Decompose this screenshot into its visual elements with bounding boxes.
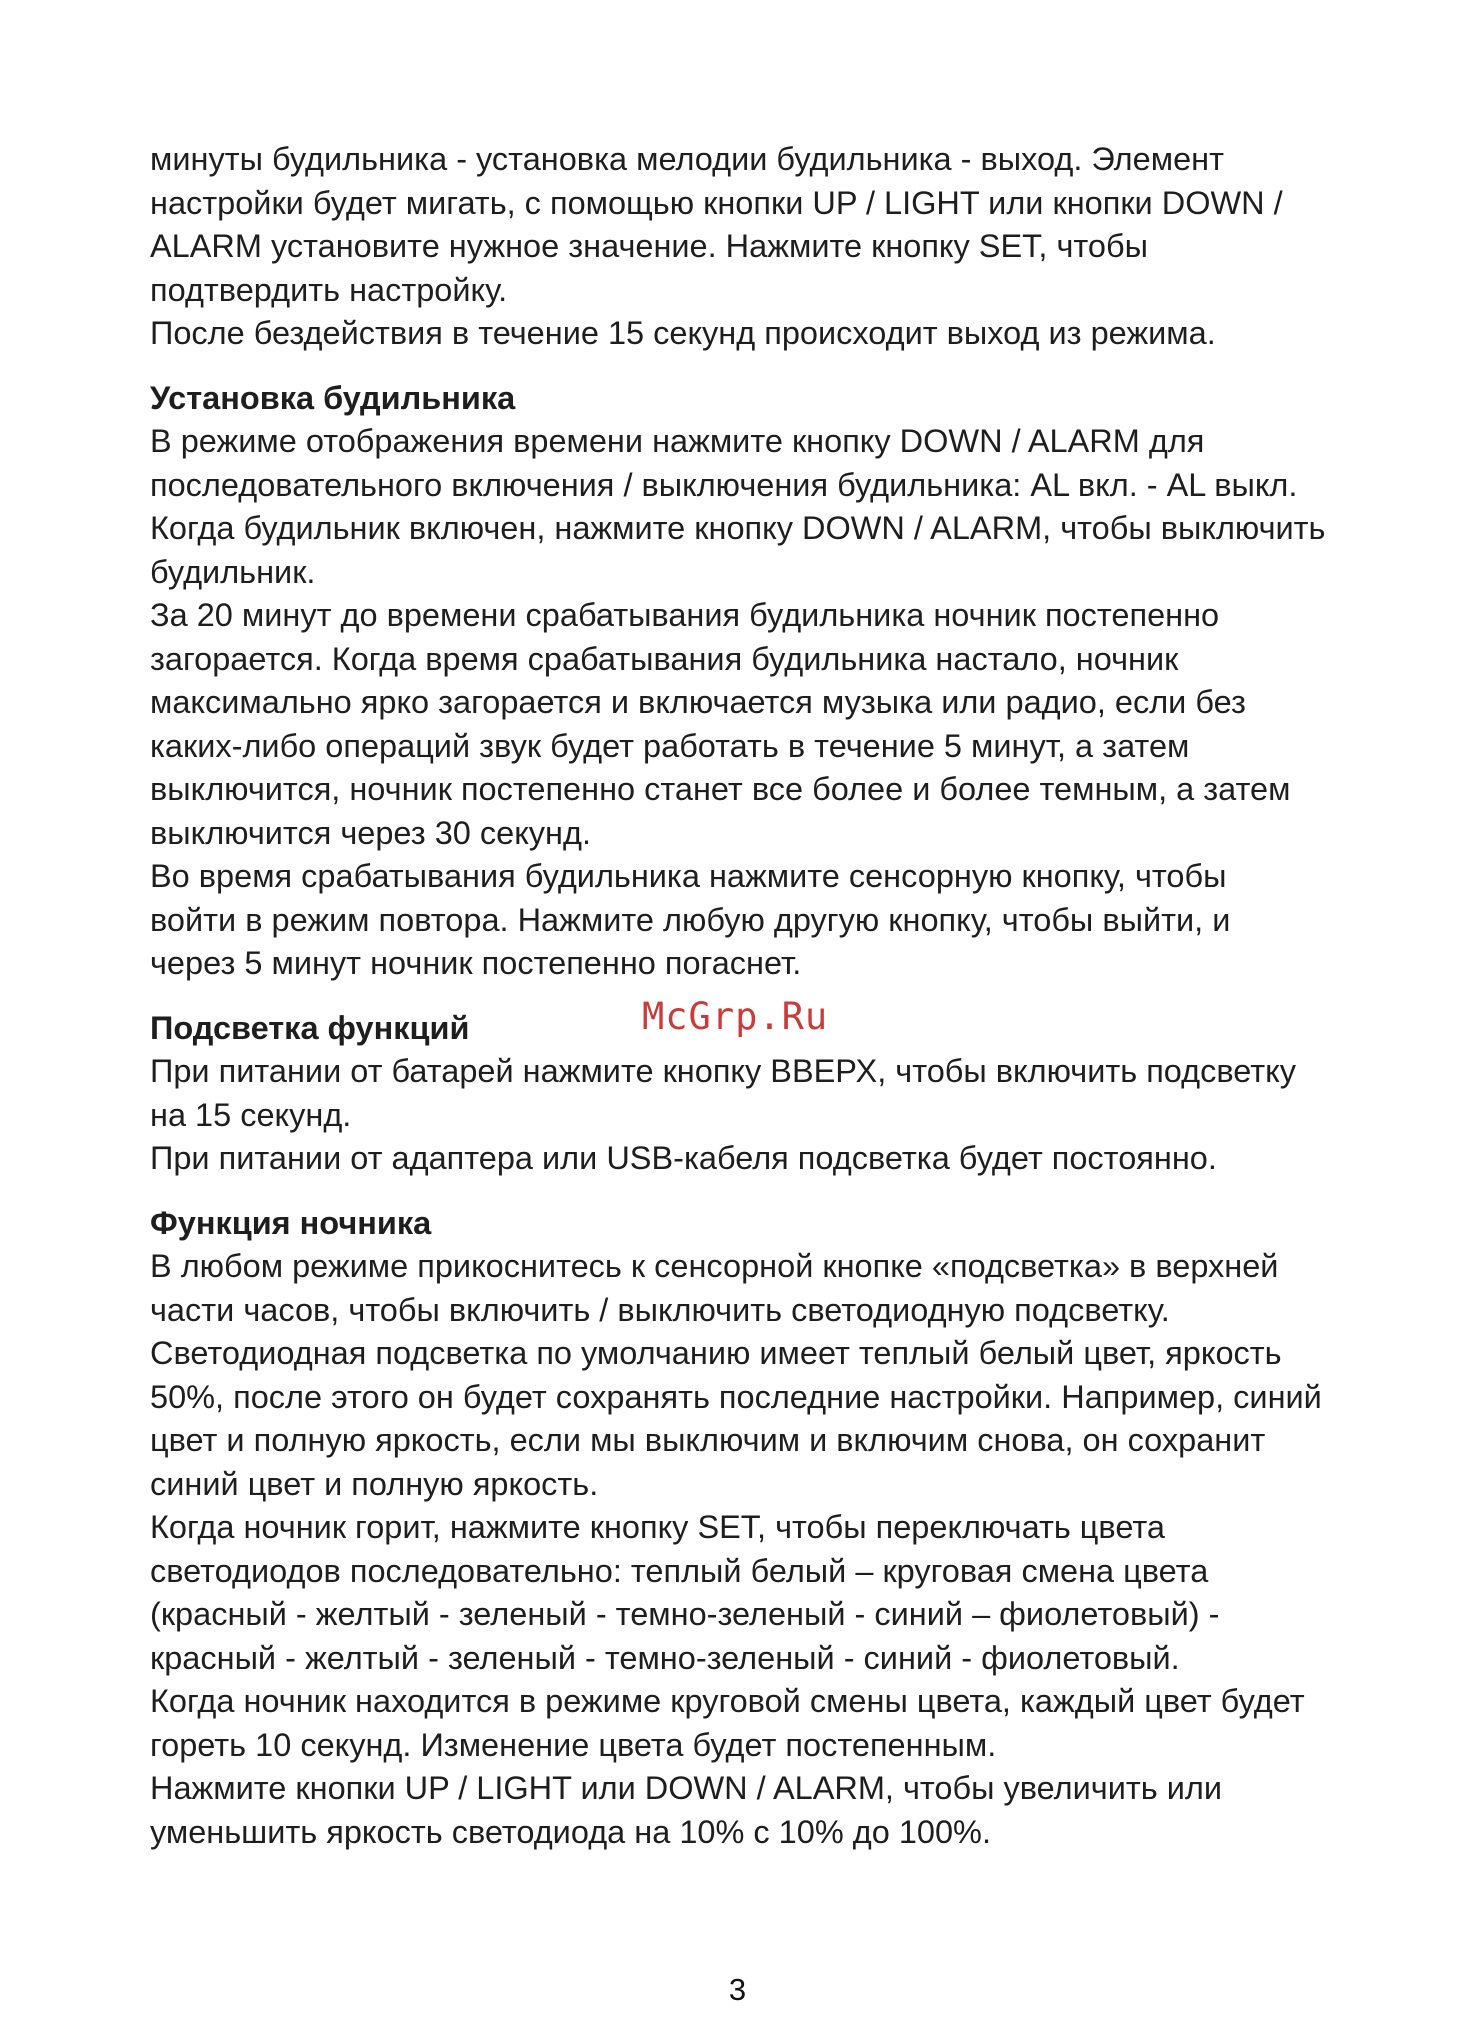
text-line: Когда будильник включен, нажмите кнопку DOWN / ALARM, чтобы выключить — [150, 510, 1326, 546]
text-line: После бездействия в течение 15 секунд происходит выход из режима. — [150, 315, 1216, 351]
text-line: уменьшить яркость светодиода на 10% с 10% до 100%. — [150, 1813, 991, 1850]
text-line: войти в режим повтора. Нажмите любую другую кнопку, чтобы выйти, и — [150, 901, 1231, 938]
backlight-heading-row — [150, 994, 1390, 1051]
text-line: красный - желтый - зеленый - темно-зеленый - синий - фиолетовый. — [150, 1639, 1180, 1676]
text-line: через 5 минут ночник постепенно погаснет. — [150, 945, 802, 981]
text-line: За 20 минут до времени срабатывания будильника ночник постепенно — [150, 597, 1220, 633]
text-line: на 15 секунд. — [150, 1096, 352, 1133]
text-line: настройки будет мигать, с помощью кнопки UP / LIGHT или кнопки DOWN / — [150, 184, 1283, 221]
text-line: выключится, ночник постепенно станет все более и более темным, а затем — [150, 771, 1291, 807]
text-line: загорается. Когда время срабатывания будильника настало, ночник — [150, 640, 1179, 677]
text-line: Когда ночник горит, нажмите кнопку SET, чтобы переключать цвета — [150, 1509, 1165, 1545]
text-line: выключится через 30 секунд. — [150, 814, 591, 851]
text-line: Нажмите кнопки UP / LIGHT или DOWN / ALARM, чтобы увеличить или — [150, 1770, 1222, 1806]
text-line: светодиодов последовательно: теплый белый – круговая смена цвета — [150, 1552, 1209, 1589]
text-line: В режиме отображения времени нажмите кнопку DOWN / ALARM для — [150, 423, 1205, 459]
text-line: При питании от батарей нажмите кнопку ВВЕРХ, чтобы включить подсветку — [150, 1053, 1296, 1089]
text-line: каких-либо операций звук будет работать в течение 5 минут, а затем — [150, 727, 1190, 764]
intro-paragraph — [150, 138, 1390, 356]
page-number: 3 — [728, 1972, 747, 2007]
document-page — [150, 138, 1390, 1854]
text-line: Во время срабатывания будильника нажмите сенсорную кнопку, чтобы — [150, 858, 1227, 894]
alarm-section-body — [150, 420, 1390, 986]
text-line: будильник. — [150, 553, 316, 590]
text-line: Светодиодная подсветка по умолчанию имеет теплый белый цвет, яркость — [150, 1335, 1282, 1371]
text-line: (красный - желтый - зеленый - темно-зеленый - синий – фиолетовый) - — [150, 1596, 1220, 1632]
text-line: подтвердить настройку. — [150, 271, 508, 308]
nightlight-section-heading: Функция ночника — [150, 1204, 432, 1241]
text-line: гореть 10 секунд. Изменение цвета будет постепенным. — [150, 1726, 997, 1763]
backlight-section-body — [150, 1050, 1390, 1181]
text-line: Когда ночник находится в режиме круговой смены цвета, каждый цвет будет — [150, 1683, 1305, 1719]
watermark-text: McGrp.Ru — [642, 994, 829, 1038]
text-line: цвет и полную яркость, если мы выключим и включим снова, он сохранит — [150, 1422, 1266, 1458]
text-line: ALARM установите нужное значение. Нажмите кнопку SET, чтобы — [150, 228, 1148, 264]
text-line: В любом режиме прикоснитесь к сенсорной кнопке «подсветка» в верхней — [150, 1248, 1279, 1284]
text-line: 50%, после этого он будет сохранять последние настройки. Например, синий — [150, 1378, 1322, 1415]
text-line: максимально ярко загорается и включается музыка или радио, если без — [150, 684, 1246, 720]
backlight-section-heading: Подсветка функций — [150, 1009, 470, 1046]
text-line: части часов, чтобы включить / выключить светодиодную подсветку. — [150, 1291, 1170, 1328]
text-line: минуты будильника - установка мелодии будильника - выход. Элемент — [150, 141, 1224, 177]
alarm-section-heading: Установка будильника — [150, 379, 516, 416]
text-line: синий цвет и полную яркость. — [150, 1465, 599, 1502]
text-line: последовательного включения / выключения будильника: AL вкл. - AL выкл. — [150, 466, 1298, 503]
text-line: При питании от адаптера или USB-кабеля подсветка будет постоянно. — [150, 1140, 1217, 1176]
nightlight-section-body — [150, 1245, 1390, 1854]
